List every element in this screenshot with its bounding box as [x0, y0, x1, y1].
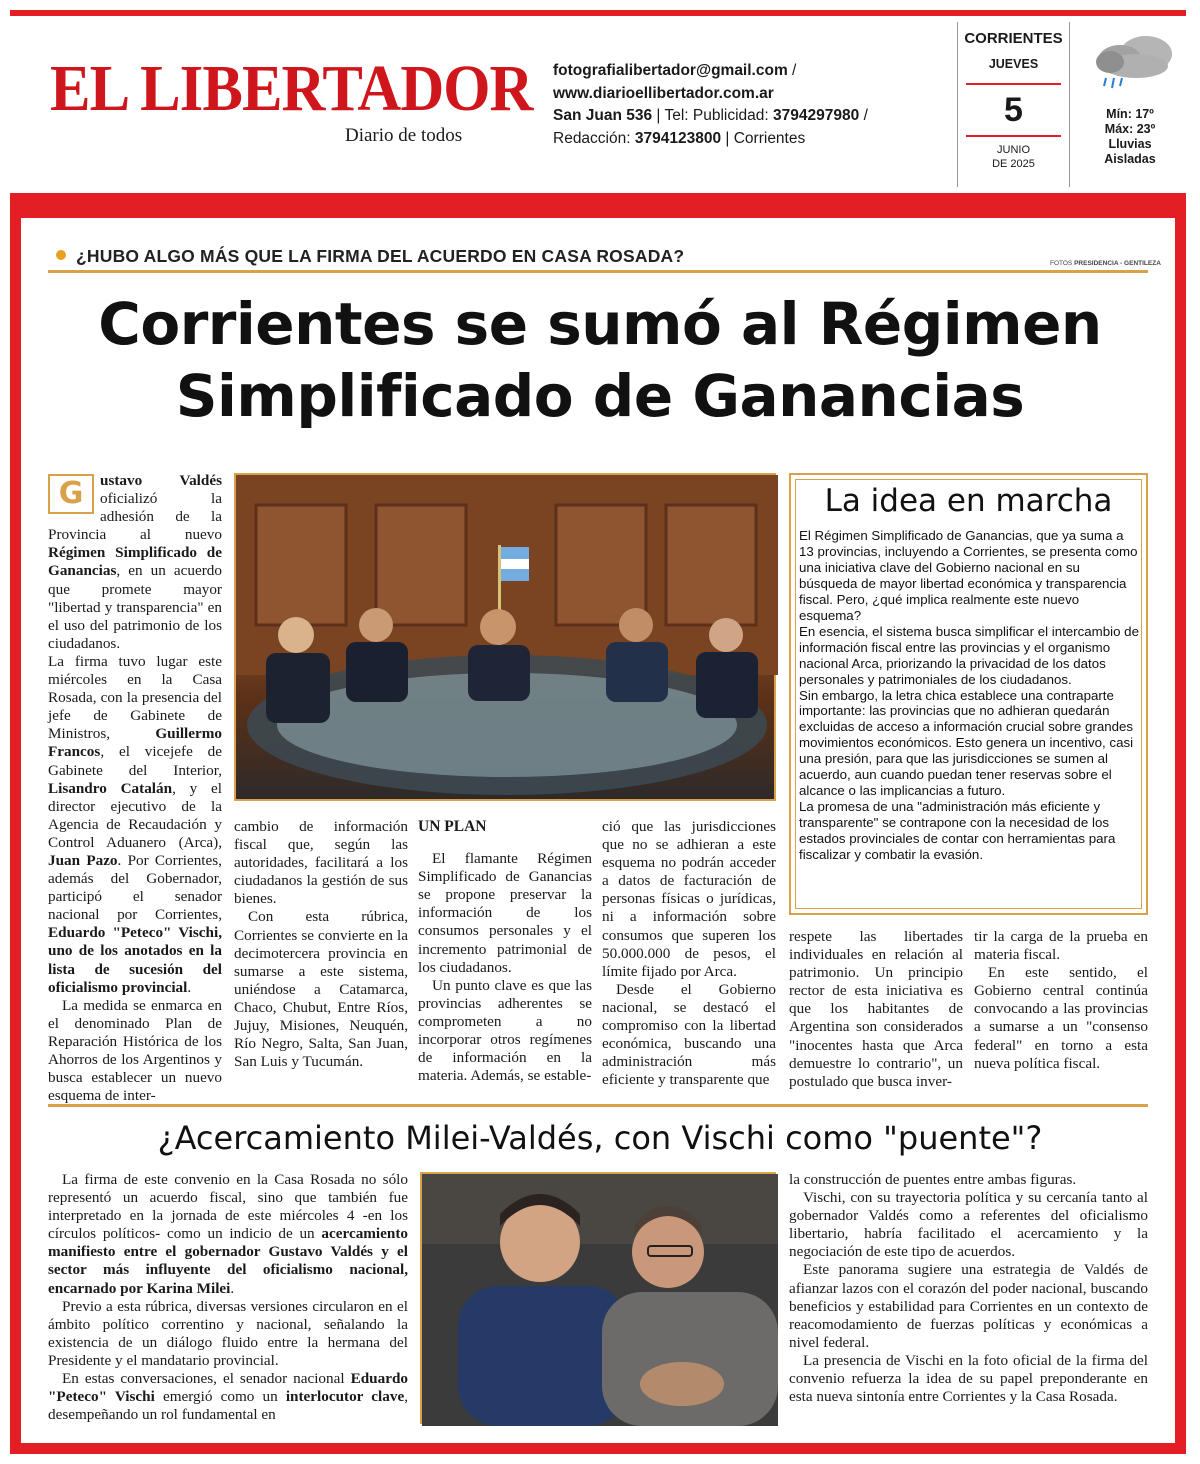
weather-widget	[1080, 30, 1180, 180]
address: San Juan 536	[553, 107, 653, 124]
masthead-red-bar	[10, 193, 1186, 207]
article2-column-2: la construcción de puentes entre ambas figuras. Vischi, con su trayectoria política y su cercanía tanto al gobernador Valdés como a referentes del oficialismo libertario, habría facilitado el acercamiento y la negociación de este tipo de acuerdos. Este panorama sugiere una estrategia de Valdés de afianzar lazos con el corazón del poder nacional, buscando beneficios y estabilidad para Corrientes en un contexto de reacomodamiento de fuerzas políticas y económicas a nivel federal. La presencia de Vischi en la foto oficial de la firma del convenio refuerza la idea de su papel preponderante en esta nueva sintonía entre Corrientes y la Casa Rosada.	[789, 1171, 1148, 1406]
second-headline[interactable]: ¿Acercamiento Milei-Valdés, con Vischi como "puente"?	[157, 1119, 1043, 1157]
top-red-bar	[10, 10, 1186, 16]
website-link[interactable]: www.diarioellibertador.com.ar	[553, 84, 774, 102]
article-column-1: G ustavo Valdés oficializó la adhesión de la Provincia al nuevo Régimen Simplificado de Ganancias, en un acuerdo que promete mayor "libertad y transparencia" en el uso del patrimonio de los ciudadanos. La firma tuvo lugar este miércoles en la Casa Rosada, con la presencia del jefe de Gabinete de Ministros, Guillermo Francos, el vicejefe de Gabinete del Interior, Lisandro Catalán, y el director ejecutivo de la Agencia de Recaudación y Control Aduanero (Arca), Juan Pazo. Por Corrientes, además del Gobernador, participó el senador nacional por Corrientes, Eduardo "Peteco" Vischi, uno de los anotados en la lista de sucesión del oficialismo provincial. La medida se enmarca en el denominado Plan de Reparación Histórica de los Ahorros de los Argentinos y busca establecer un nuevo esquema de inter-	[48, 472, 223, 1105]
contact-info: fotografialibertador@gmail.com / www.diarioellibertador.com.ar San Juan 536 | Tel: Publicidad: 3794297980 / Redacción: 3794123800 | Corrientes	[553, 62, 868, 147]
second-article-rule	[48, 1104, 1148, 1107]
valdes-vischi-photo[interactable]	[420, 1172, 776, 1424]
date-year: DE 2025	[992, 158, 1035, 170]
valdes-vischi-illustration	[422, 1174, 778, 1426]
article-column-2: cambio de información fiscal que, según las autoridades, facilitará a los ciudadanos la gestión de sus bienes. Con esta rúbrica, Corrientes se convierte en la decimotercera provincia en sumarse a este sistema, uniéndose a Catamarca, Chaco, Chubut, Entre Ríos, Jujuy, Misiones, Neuquén, Río Negro, Salta, San Juan, San Luis y Tucumán.	[234, 818, 408, 1071]
ads-phone: 3794297980	[773, 107, 860, 124]
date-box	[957, 22, 1070, 187]
email-link[interactable]: fotografialibertador@gmail.com	[553, 62, 788, 79]
newsroom-phone: 3794123800	[634, 129, 722, 147]
weather-condition-1: Lluvias	[1108, 137, 1152, 151]
newspaper-logo[interactable]: EL LIBERTADOR	[50, 52, 533, 125]
date-day: 5	[966, 85, 1061, 137]
weather-condition-2: Aisladas	[1104, 152, 1156, 166]
weather-min: Mín: 17º	[1106, 107, 1154, 121]
article-column-6: tir la carga de la prueba en materia fiscal. En este sentido, el Gobierno central continúa convocando a las provincias a sumarse a un "consenso federal" en torno a esta nueva política fiscal.	[974, 928, 1148, 1072]
kicker-rule	[48, 270, 1148, 273]
section-subhead: UN PLAN	[418, 818, 487, 835]
photo-credit: FOTOS PRESIDENCIA - GENTILEZA	[1050, 260, 1161, 267]
drop-cap: G	[48, 474, 94, 514]
rain-cloud-icon	[1084, 30, 1176, 92]
signing-ceremony-photo[interactable]	[234, 473, 776, 801]
newspaper-slogan: Diario de todos	[345, 125, 463, 146]
date-city: CORRIENTES	[964, 30, 1063, 47]
article-column-4: ció que las jurisdicciones que no se adhieran a este esquema no podrán acceder a datos de facturación de personas físicas o jurídicas, ni a información sobre consumos que superen los 50.000.000 de pesos, el límite fijado por Arca. Desde el Gobierno nacional, se destacó el compromiso con la libertad económica, buscando una administración más eficiente y transparente que	[602, 818, 776, 1089]
main-headline[interactable]: Corrientes se sumó al Régimen Simplificado de Ganancias	[98, 290, 1102, 430]
article-column-5: respete las libertades individuales en relación al patrimonio. Un principio rector de esta iniciativa es que los habitantes de Argentina son considerados "inocentes hasta que Arca demuestre lo contrario", un postulado que busca inver-	[789, 928, 963, 1090]
sidebar-text: El Régimen Simplificado de Ganancias, que ya suma a 13 provincias, incluyendo a Corrientes, se presenta como una iniciativa clave del Gobierno nacional en su búsqueda de mayor libertad económica y transparencia fiscal. Pero, ¿qué implica realmente este nuevo esquema? En esencia, el sistema busca simplificar el intercambio de información fiscal entre las provincias y el organismo nacional Arca, priorizando la privacidad de los datos personales y patrimoniales de los ciudadanos. Sin embargo, la letra chica establece una contraparte importante: las provincias que no adhieran quedarán excluidas de acceso a información crucial sobre grandes movimientos económicos. Esto genera un incentivo, casi una presión, para que las jurisdicciones se sumen al acuerdo, aun cuando puedan tener reservas sobre el alcance o las implicancias a futuro. La promesa de una "administración más eficiente y transparente" se contrapone con la necesidad de los estados provinciales de contar con herramientas para fiscalizar y combatir la evasión.	[799, 528, 1139, 863]
weather-max: Máx: 23º	[1104, 122, 1156, 136]
article-kicker: ¿HUBO ALGO MÁS QUE LA FIRMA DEL ACUERDO EN CASA ROSADA?	[76, 246, 685, 266]
date-month: JUNIO	[997, 144, 1030, 156]
article-column-3: UN PLAN El flamante Régimen Simplificado de Ganancias se propone preservar la información de los consumos personales y el incremento patrimonial de los ciudadanos. Un punto clave es que las provincias adherentes se comprometen a no incorporar otros regímenes de información en la materia. Además, se estable-	[418, 818, 592, 1085]
date-weekday: JUEVES	[966, 57, 1061, 85]
sidebar-title: La idea en marcha	[824, 483, 1113, 519]
signing-ceremony-illustration	[236, 475, 778, 803]
article2-column-1: La firma de este convenio en la Casa Rosada no sólo representó un acuerdo fiscal, sino que también fue interpretado en la jornada de este miércoles 4 -en los círculos políticos- como un indicio de un acercamiento manifiesto entre el gobernador Gustavo Valdés y el sector más influyente del oficialismo nacional, encarnado por Karina Milei. Previo a esta rúbrica, diversas versiones circularon en el ámbito político correntino y nacional, señalando la existencia de un diálogo fluido entre la hermana del Presidente y el mandatario provincial. En estas conversaciones, el senador nacional Eduardo "Peteco" Vischi emergió como un interlocutor clave, desempeñando un rol fundamental en	[48, 1171, 408, 1424]
kicker-bullet-icon	[56, 250, 66, 260]
